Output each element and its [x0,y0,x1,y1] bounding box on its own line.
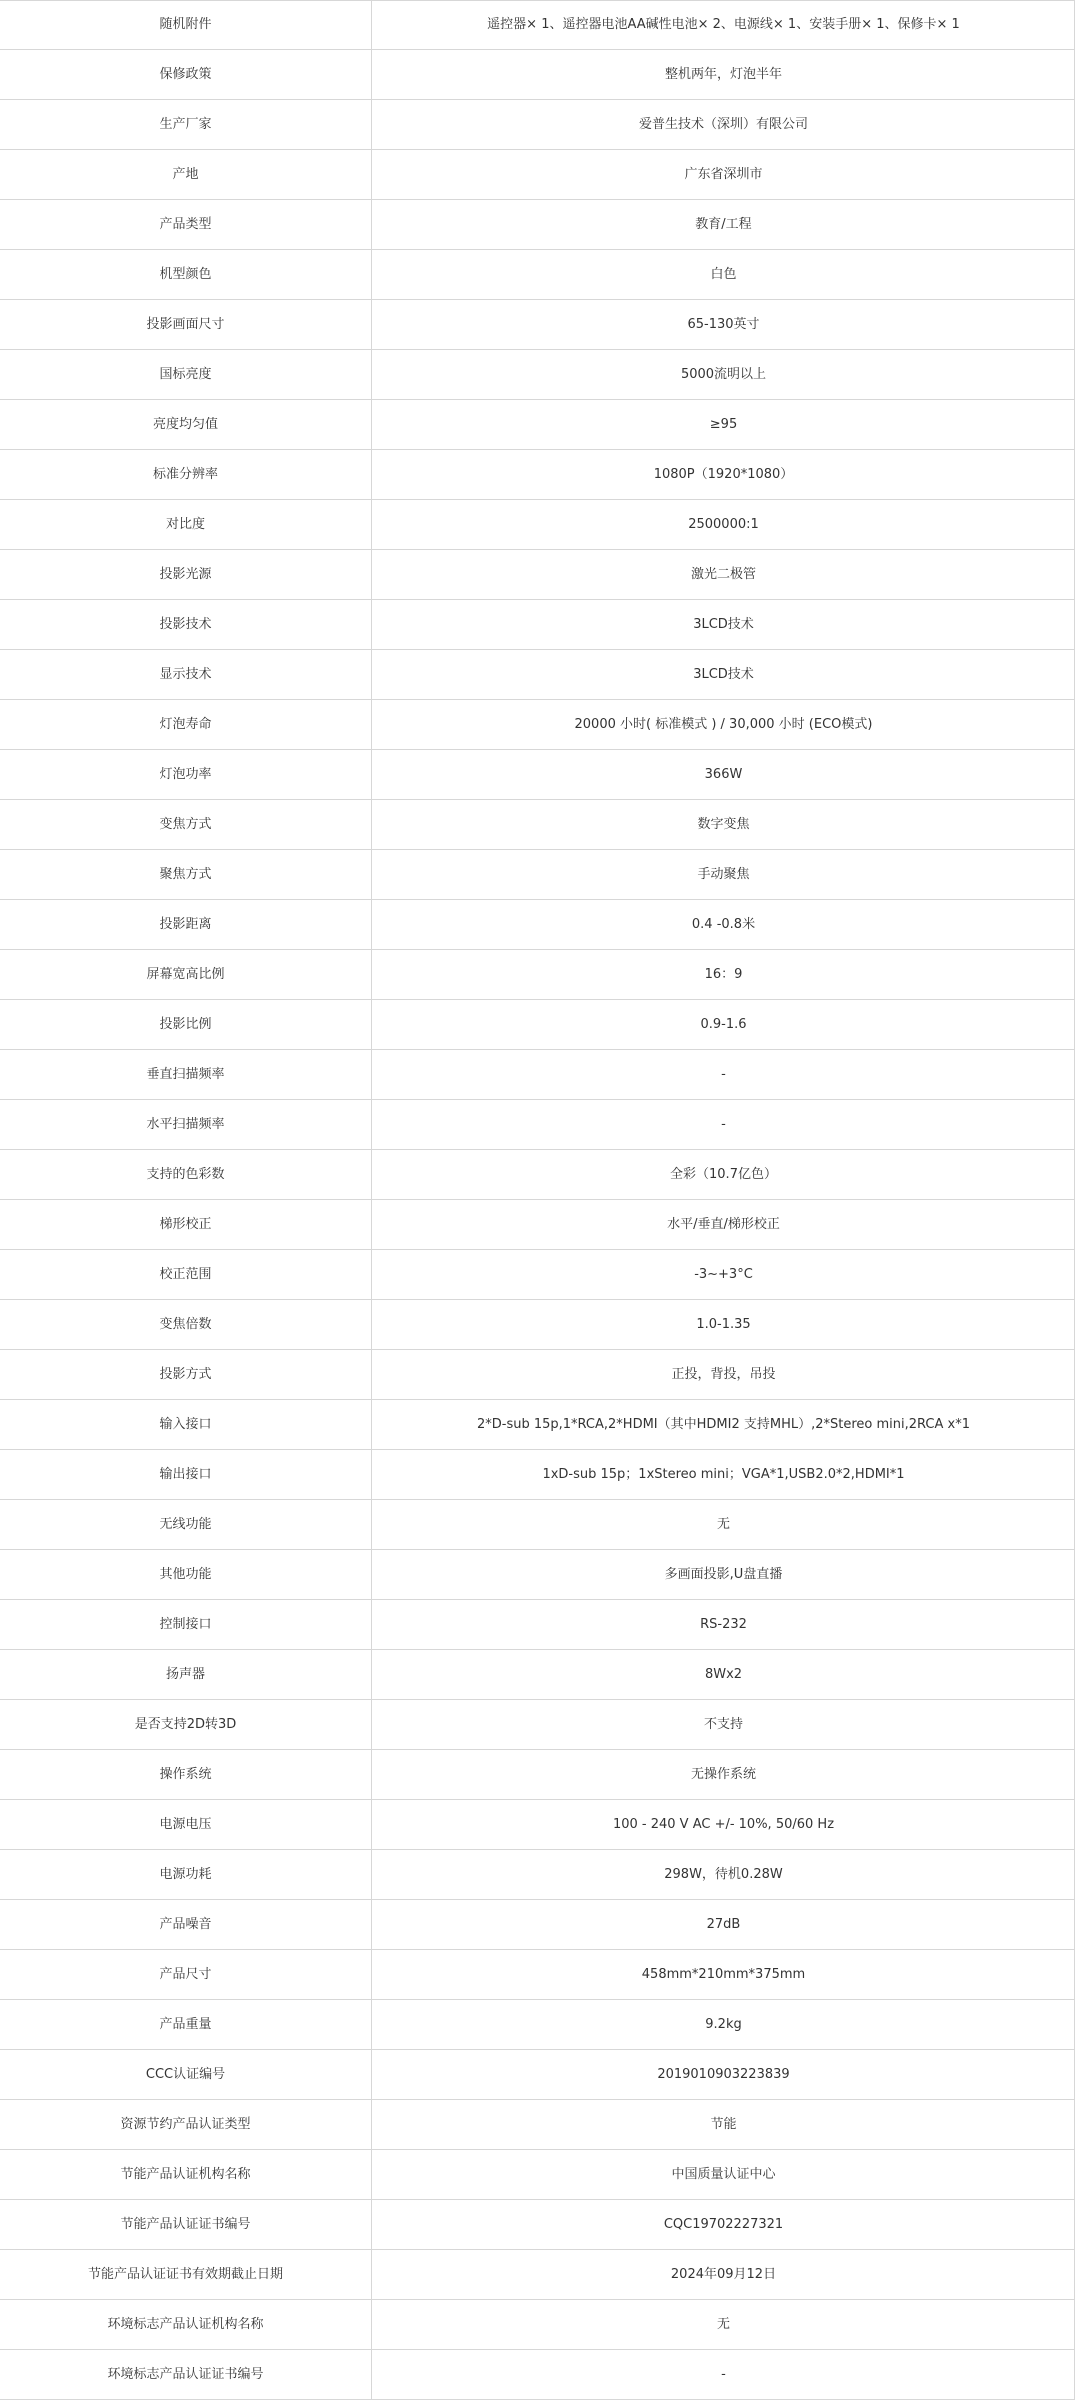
spec-label: 生产厂家 [0,100,372,149]
table-row [0,1200,1075,1250]
spec-label: 校正范围 [0,1250,372,1299]
spec-label: 产品类型 [0,200,372,249]
table-row [0,0,1075,50]
spec-value: 全彩（10.7亿色） [670,1166,777,1182]
table-row [0,150,1075,200]
spec-label: CCC认证编号 [0,2050,372,2099]
table-row [0,2000,1075,2050]
spec-value: - [721,1066,726,1082]
spec-value: 数字变焦 [697,816,750,832]
spec-value: 爱普生技术（深圳）有限公司 [638,116,808,132]
spec-value: 9.2kg [705,2016,742,2032]
spec-value: CQC19702227321 [663,2216,784,2232]
spec-label: 投影技术 [0,600,372,649]
table-row [0,700,1075,750]
table-row [0,1150,1075,1200]
spec-label: 控制接口 [0,1600,372,1649]
table-row [0,400,1075,450]
spec-value: 16：9 [704,966,743,982]
spec-value: 1.0-1.35 [696,1316,751,1332]
table-row [0,1100,1075,1150]
spec-value: 手动聚焦 [697,866,750,882]
spec-label: 灯泡寿命 [0,700,372,749]
table-row [0,1050,1075,1100]
table-row [0,950,1075,1000]
spec-label: 梯形校正 [0,1200,372,1249]
spec-label: 变焦倍数 [0,1300,372,1349]
spec-label: 环境标志产品认证证书编号 [0,2350,372,2399]
spec-value: - [721,1116,726,1132]
spec-value: 3LCD技术 [693,666,754,682]
spec-value: 遥控器× 1、遥控器电池AA碱性电池× 2、电源线× 1、安装手册× 1、保修卡× 1 [487,17,960,33]
table-row [0,1950,1075,2000]
spec-label: 电源功耗 [0,1850,372,1899]
spec-value: 中国质量认证中心 [671,2166,776,2182]
table-row [0,1700,1075,1750]
table-row [0,800,1075,850]
table-row [0,650,1075,700]
table-row [0,1550,1075,1600]
table-row [0,900,1075,950]
spec-value: 2*D-sub 15p,1*RCA,2*HDMI（其中HDMI2 支持MHL）,2*Stereo mini,2RCA x*1 [476,1416,970,1432]
spec-label: 资源节约产品认证类型 [0,2100,372,2149]
spec-label: 屏幕宽高比例 [0,950,372,999]
table-row [0,600,1075,650]
spec-value: 0.4 -0.8米 [691,916,756,932]
spec-value: 0.9-1.6 [700,1016,747,1032]
spec-label: 输入接口 [0,1400,372,1449]
spec-value: 教育/工程 [695,216,752,232]
spec-value: 2019010903223839 [657,2066,790,2082]
spec-value: 白色 [710,266,737,282]
table-row [0,200,1075,250]
spec-value: 无操作系统 [690,1766,756,1782]
spec-label: 水平扫描频率 [0,1100,372,1149]
spec-value: ≥95 [709,416,738,432]
spec-value: 366W [704,766,743,782]
spec-label: 支持的色彩数 [0,1150,372,1199]
spec-label: 投影光源 [0,550,372,599]
table-row [0,500,1075,550]
spec-label: 亮度均匀值 [0,400,372,449]
table-row [0,1900,1075,1950]
spec-value: 正投，背投，吊投 [671,1366,776,1382]
table-row [0,450,1075,500]
table-row [0,50,1075,100]
spec-label: 其他功能 [0,1550,372,1599]
spec-value: 2500000:1 [688,516,759,532]
spec-label: 节能产品认证证书有效期截止日期 [0,2250,372,2299]
table-row [0,2200,1075,2250]
spec-label: 产品噪音 [0,1900,372,1949]
spec-value: 水平/垂直/梯形校正 [667,1216,780,1232]
spec-value: 5000流明以上 [680,366,767,382]
table-row [0,750,1075,800]
table-row [0,1300,1075,1350]
spec-label: 对比度 [0,500,372,549]
table-row [0,1000,1075,1050]
spec-label: 产品尺寸 [0,1950,372,1999]
spec-value: 激光二极管 [690,566,756,582]
spec-value: RS-232 [700,1616,747,1632]
spec-value: 多画面投影,U盘直播 [664,1566,783,1582]
table-row [0,1500,1075,1550]
spec-value: 1xD-sub 15p；1xStereo mini；VGA*1,USB2.0*2,HDMI*1 [542,1466,905,1482]
spec-value: 100 - 240 V AC +/- 10%, 50/60 Hz [612,1816,835,1832]
spec-label: 输出接口 [0,1450,372,1499]
table-row [0,1600,1075,1650]
spec-label: 显示技术 [0,650,372,699]
spec-value: 298W，待机0.28W [664,1866,783,1882]
spec-value: 20000 小时( 标准模式 ) / 30,000 小时 (ECO模式) [574,716,873,732]
spec-label: 保修政策 [0,50,372,99]
spec-label: 产地 [0,150,372,199]
table-row [0,2100,1075,2150]
table-row [0,350,1075,400]
table-row [0,1250,1075,1300]
spec-value: 无 [716,2316,730,2332]
table-row [0,1350,1075,1400]
spec-label: 电源电压 [0,1800,372,1849]
spec-value: 27dB [706,1916,741,1932]
spec-value: 广东省深圳市 [684,166,763,182]
table-row [0,1800,1075,1850]
spec-label: 无线功能 [0,1500,372,1549]
spec-label: 操作系统 [0,1750,372,1799]
spec-value: -3~+3°C [694,1266,753,1282]
spec-value: 65-130英寸 [687,316,760,332]
spec-label: 聚焦方式 [0,850,372,899]
spec-value: 无 [716,1516,730,1532]
spec-value: - [721,2366,726,2382]
spec-label: 产品重量 [0,2000,372,2049]
table-row [0,2150,1075,2200]
spec-label: 投影方式 [0,1350,372,1399]
table-row [0,2300,1075,2350]
spec-value: 3LCD技术 [693,616,754,632]
table-row [0,100,1075,150]
spec-label: 扬声器 [0,1650,372,1699]
spec-label: 环境标志产品认证机构名称 [0,2300,372,2349]
table-row [0,2350,1075,2400]
spec-label: 灯泡功率 [0,750,372,799]
table-row [0,550,1075,600]
spec-value: 2024年09月12日 [670,2266,777,2282]
spec-label: 是否支持2D转3D [0,1700,372,1749]
table-row [0,1650,1075,1700]
table-row [0,250,1075,300]
table-row [0,850,1075,900]
table-row [0,1450,1075,1500]
spec-label: 投影画面尺寸 [0,300,372,349]
spec-label: 机型颜色 [0,250,372,299]
table-row [0,1750,1075,1800]
spec-label: 投影比例 [0,1000,372,1049]
spec-label: 国标亮度 [0,350,372,399]
spec-value: 整机两年，灯泡半年 [664,66,782,82]
table-row [0,2250,1075,2300]
spec-label: 投影距离 [0,900,372,949]
spec-label: 变焦方式 [0,800,372,849]
table-row [0,2050,1075,2100]
table-row [0,1850,1075,1900]
table-row [0,1400,1075,1450]
spec-value: 458mm*210mm*375mm [641,1966,806,1982]
spec-value: 不支持 [703,1716,743,1732]
spec-value: 1080P（1920*1080） [653,466,794,482]
table-row [0,300,1075,350]
spec-value: 8Wx2 [704,1666,743,1682]
spec-label: 垂直扫描频率 [0,1050,372,1099]
spec-value: 节能 [710,2116,737,2132]
spec-label: 节能产品认证证书编号 [0,2200,372,2249]
spec-label: 标准分辨率 [0,450,372,499]
spec-label: 节能产品认证机构名称 [0,2150,372,2199]
spec-label: 随机附件 [0,1,372,49]
